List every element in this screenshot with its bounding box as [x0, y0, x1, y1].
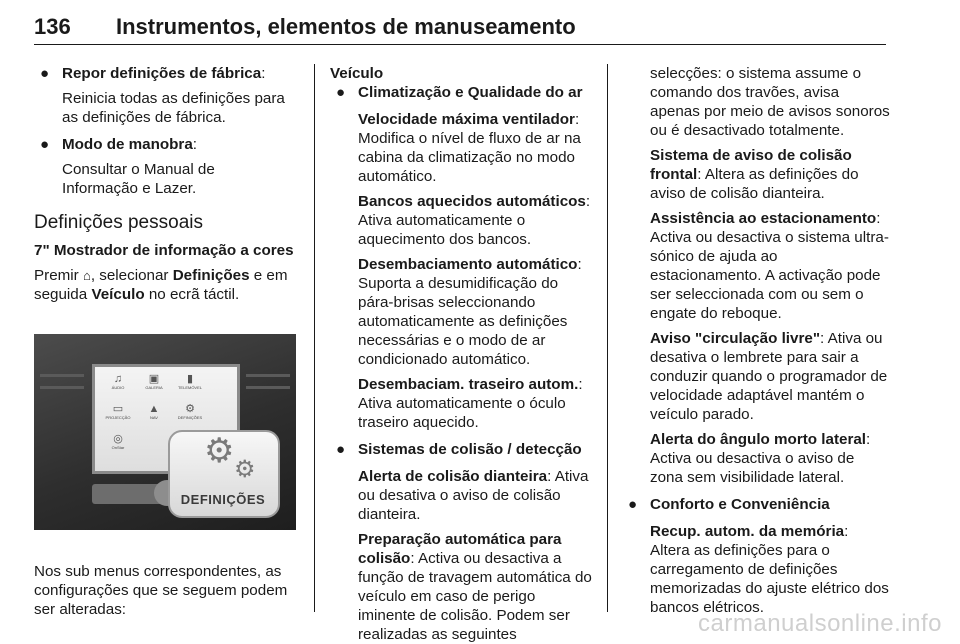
bullet-icon: ● [336, 441, 346, 458]
list-item: ● Climatização e Qualidade do ar [336, 84, 583, 101]
page-title: Instrumentos, elementos de manuseamento [116, 14, 576, 39]
tile-nav: ▲ NAV [148, 403, 160, 420]
tile-audio: ♫ ÁUDIO [111, 373, 125, 390]
list-item: ● Modo de manobra: [40, 136, 198, 153]
vent-slot [40, 374, 84, 377]
column-3 [622, 64, 890, 617]
column-1 [34, 64, 299, 619]
vent-slot [246, 374, 290, 377]
entry: Preparação automática para colisão: Activa ou desactiva a função de travagem automática do veículo em caso de perigo iminente de colisão. Podem ser realizadas as seguintes [358, 531, 592, 643]
tile-projection: ▭ PROJECÇÃO [105, 403, 131, 420]
bullet-icon: ● [40, 136, 50, 153]
tile-settings: ⚙ DEFINIÇÕES [177, 403, 203, 420]
home-icon: ⌂ [82, 268, 91, 283]
paragraph: Nos sub menus correspondentes, as configurações que se seguem podem ser alteradas: [34, 563, 288, 618]
bullet-icon: ● [628, 496, 638, 513]
watermark: carmanualsonline.info [698, 610, 942, 637]
callout-label: DEFINIÇÕES [180, 492, 266, 507]
column-2 [330, 64, 595, 644]
list-item: ● Conforto e Conveniência [628, 496, 830, 513]
item-text: Consultar o Manual de Informação e Lazer. [62, 161, 215, 197]
column-divider [314, 64, 315, 612]
item-text: Reinicia todas as definições para as definições de fábrica. [62, 90, 285, 126]
page-number: 136 [34, 14, 71, 39]
item-title: Modo de manobra [62, 136, 193, 153]
section-heading: Veículo [330, 65, 384, 82]
entry: Assistência ao estacionamento: Activa ou desactiva o sistema ultra-sónico de ajuda ao estacionamento. A activação pode ser seleccionada com ou sem o engate do reboque. [650, 210, 889, 322]
instruction-paragraph: Premir ⌂, selecionar Definições e em seguida Veículo no ecrã táctil. [34, 267, 288, 303]
item-title: Repor definições de fábrica [62, 65, 262, 82]
column-divider [607, 64, 608, 612]
section-heading: Definições pessoais [34, 212, 203, 233]
gear-icon: ⚙ [204, 432, 235, 470]
vent-slot [246, 386, 290, 389]
subheading: 7" Mostrador de informação a cores [34, 242, 294, 259]
entry: Sistema de aviso de colisão frontal: Altera as definições do aviso de colisão dianteira. [650, 147, 859, 202]
gear-icon: ⚙ [234, 456, 256, 483]
bullet-icon: ● [40, 65, 50, 82]
entry: Alerta do ângulo morto lateral: Activa ou desactiva o aviso de zona sem visibilidade lateral. [650, 431, 871, 486]
entry: Alerta de colisão dianteira: Ativa ou desativa o aviso de colisão dianteira. [358, 468, 589, 523]
entry: Desembaciamento automático: Suporta a desumidificação do pára-brisas seleccionando automaticamente as definições necessárias e o modo de ar condicionado automático. [358, 256, 582, 368]
entry-continued: selecções: o sistema assume o comando dos travões, avisa apenas por meio de avisos sonoros ou é desactivado totalmente. [650, 65, 890, 139]
tile-gallery: ▣ GALERIA [145, 373, 163, 390]
tile-phone: ▮ TELEMÓVEL [177, 373, 202, 390]
entry: Desembaciam. traseiro autom.: Ativa automaticamente o óculo traseiro aquecido. [358, 376, 583, 431]
entry: Velocidade máxima ventilador: Modifica o nível de fluxo de ar na cabina da climatização no modo automático. [358, 111, 581, 185]
page-header [34, 10, 886, 45]
entry: Aviso "circulação livre": Ativa ou desativa o lembrete para sair a conduzir quando o programador de velocidade adaptável mantém o veículo parado. [650, 330, 888, 423]
list-item: ● Repor definições de fábrica: [40, 65, 266, 82]
vent-slot [40, 386, 84, 389]
list-item: ● Sistemas de colisão / detecção [336, 441, 582, 458]
infotainment-figure [34, 334, 296, 530]
entry: Recup. autom. da memória: Altera as definições para o carregamento de definições memorizadas do ajuste elétrico dos bancos elétricos. [650, 523, 889, 616]
tile-onstar: ◎ OnStar [111, 433, 125, 450]
bullet-icon: ● [336, 84, 346, 101]
entry: Bancos aquecidos automáticos: Ativa automaticamente o aquecimento dos bancos. [358, 193, 591, 248]
